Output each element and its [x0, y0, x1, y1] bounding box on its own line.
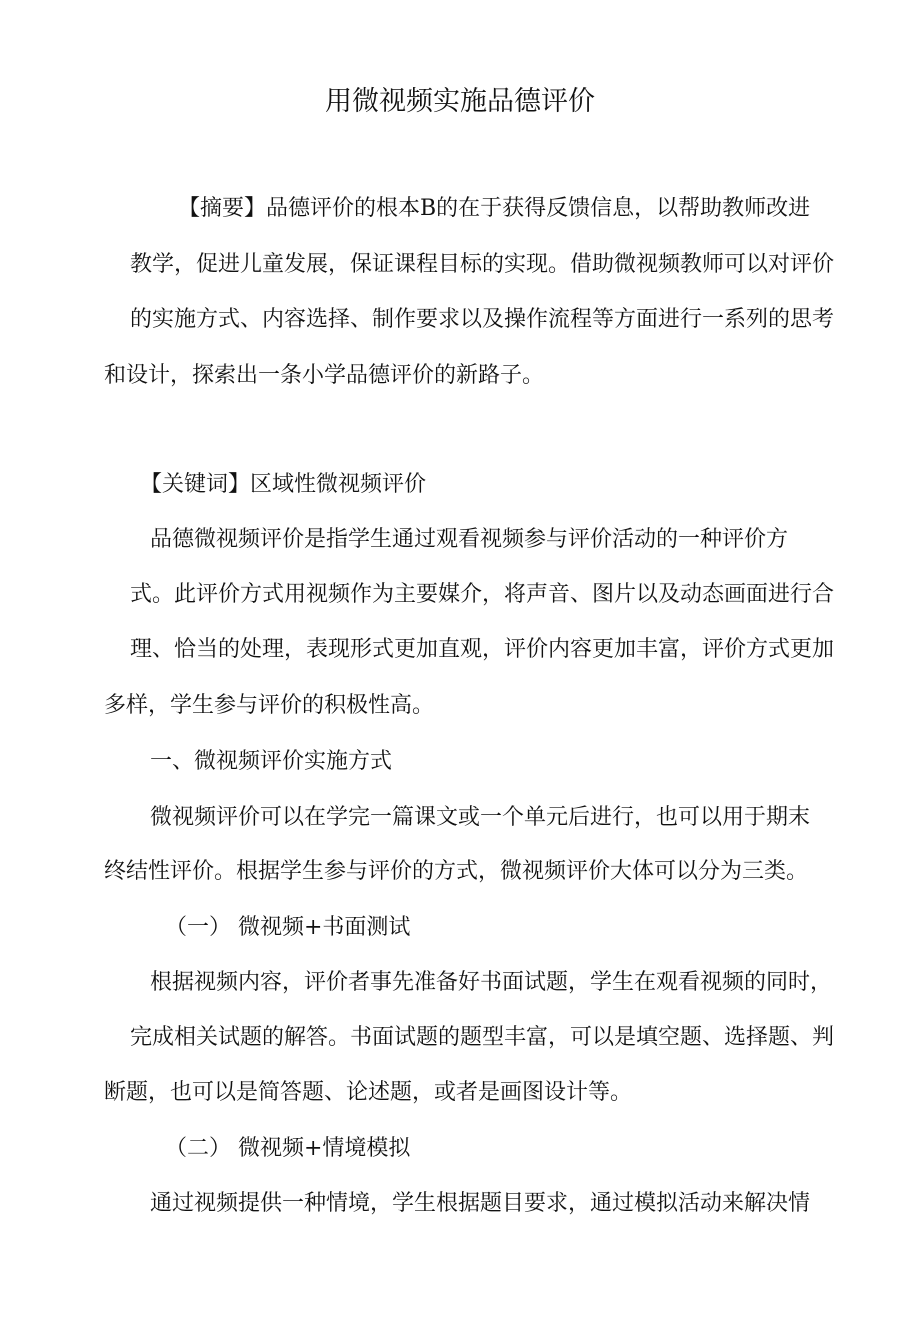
section1-line: 微视频评价可以在学完一篇课文或一个单元后进行，也可以用于期末: [150, 805, 811, 830]
subsection1-line: 完成相关试题的解答。书面试题的题型丰富，可以是填空题、选择题、判: [130, 1025, 835, 1050]
keywords: 【关键词】区域性微视频评价: [140, 472, 427, 497]
intro-line: 式。此评价方式用视频作为主要媒介，将声音、图片以及动态画面进行合: [130, 582, 835, 607]
intro-line: 多样，学生参与评价的积极性高。: [104, 693, 435, 718]
intro-line: 品德微视频评价是指学生通过观看视频参与评价活动的一种评价方: [150, 527, 789, 552]
subsection1-line: 断题，也可以是简答题、论述题，或者是画图设计等。: [104, 1080, 633, 1105]
abstract-line: 教学，促进儿童发展，保证课程目标的实现。借助微视频教师可以对评价: [130, 252, 835, 277]
subsection1-heading: （一） 微视频+书面测试: [165, 915, 411, 940]
section1-heading: 一、微视频评价实施方式: [150, 749, 393, 774]
abstract-line: 和设计，探索出一条小学品德评价的新路子。: [104, 363, 545, 388]
subsection1-line: 根据视频内容，评价者事先准备好书面试题，学生在观看视频的同时，: [150, 970, 833, 995]
subsection2-heading: （二） 微视频+情境模拟: [165, 1136, 411, 1161]
document-title: 用微视频实施品德评价: [325, 86, 595, 117]
abstract-line: 的实施方式、内容选择、制作要求以及操作流程等方面进行一系列的思考: [130, 307, 835, 332]
subsection2-line: 通过视频提供一种情境，学生根据题目要求，通过模拟活动来解决情: [150, 1191, 811, 1216]
abstract-line: 【摘要】品德评价的根本B的在于获得反馈信息，以帮助教师改进: [178, 196, 811, 221]
section1-line: 终结性评价。根据学生参与评价的方式，微视频评价大体可以分为三类。: [104, 859, 809, 884]
intro-line: 理、恰当的处理，表现形式更加直观，评价内容更加丰富，评价方式更加: [130, 637, 835, 662]
